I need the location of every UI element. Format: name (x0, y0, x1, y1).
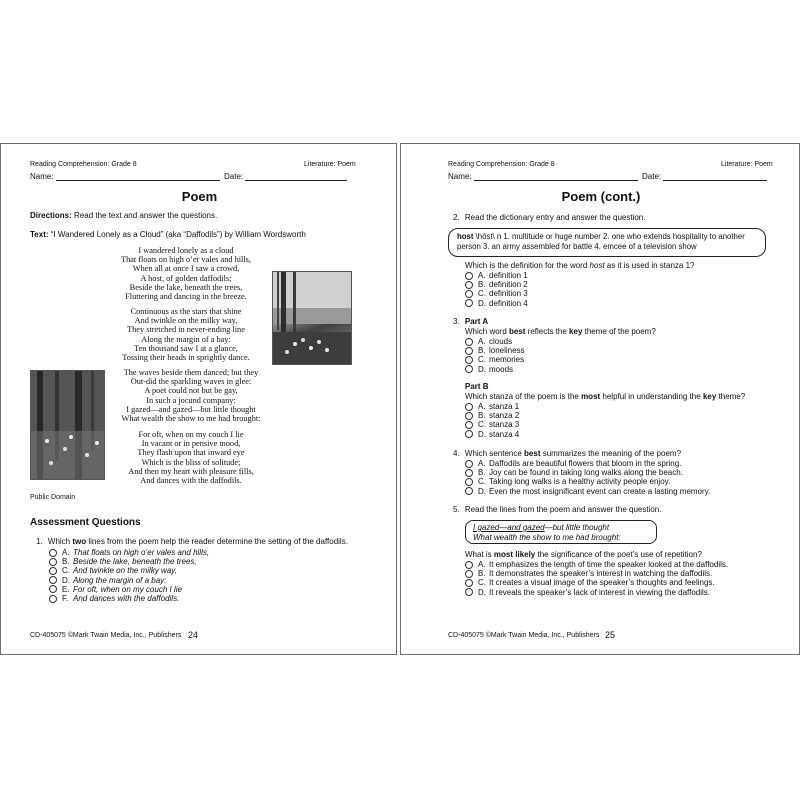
q4-bold: best (524, 449, 541, 458)
quote-underlined: I gazed—and gazed (473, 523, 545, 532)
option-text: That floats on high o’er vales and hills, (73, 548, 210, 557)
page-number: 25 (605, 630, 616, 640)
q1-post: lines from the poem help the reader determine the setting of the daffodils. (86, 537, 348, 546)
daffodils-lake-photo (272, 271, 352, 365)
date-label: Date: (642, 172, 662, 181)
part-a-label: Part A (464, 317, 489, 326)
option-c[interactable] (465, 578, 728, 587)
poem-line: Beside the lake, beneath the trees, (129, 282, 243, 292)
option-letter: C. (478, 355, 486, 365)
poem-line: Fluttering and dancing in the breeze. (125, 292, 247, 302)
poem-stanza-1 (106, 246, 266, 301)
option-text: memories (489, 355, 525, 365)
question-text (465, 449, 681, 458)
option-a[interactable] (465, 402, 519, 411)
part-a-bold-1: best (509, 327, 526, 336)
radio-button[interactable] (49, 585, 57, 593)
option-text: stanza 4 (489, 429, 520, 439)
radio-button[interactable] (465, 412, 473, 420)
part-b-label: Part B (465, 382, 489, 391)
left-page (0, 143, 397, 655)
poem-line: And then my heart with pleasure fills, (128, 466, 254, 476)
q5-bold: most likely (493, 550, 536, 559)
radio-button[interactable] (49, 567, 57, 575)
option-b[interactable] (49, 557, 209, 566)
part-b-post: theme? (716, 392, 746, 401)
header-left: Reading Comprehension: Grade 8 (30, 161, 137, 168)
option-letter: F. (62, 594, 69, 604)
q1-bold: two (72, 537, 87, 546)
text-value: “I Wandered Lonely as a Cloud” (aka “Daffodils”) by William Wordsworth (48, 230, 306, 239)
radio-button[interactable] (465, 570, 473, 578)
header-left: Reading Comprehension: Grade 8 (448, 161, 555, 168)
option-text: Along the margin of a bay: (73, 575, 167, 585)
option-text: It emphasizes the length of time the speaker looked at the daffodils. (489, 560, 729, 569)
part-a-options (465, 337, 525, 374)
option-d[interactable] (465, 430, 519, 439)
option-letter: A. (478, 271, 486, 280)
poem-line: They flash upon that inward eye (137, 448, 245, 458)
header-right: Literature: Poem (304, 161, 356, 168)
poem-line: In vacant or in pensive mood, (141, 439, 241, 449)
poem-line: In such a jocund company: (146, 395, 236, 405)
dictionary-line-1 (457, 232, 757, 242)
option-f[interactable] (49, 594, 209, 603)
part-a-pre: Which word (465, 327, 510, 336)
option-a[interactable] (465, 560, 728, 569)
dictionary-text: \hōst\ n 1. multitude or huge number 2. one who extends hospitality to another (473, 232, 745, 241)
question-number: 4. (453, 449, 460, 458)
radio-button[interactable] (49, 576, 57, 584)
radio-button[interactable] (465, 356, 473, 364)
option-letter: C. (478, 477, 486, 487)
option-a[interactable] (465, 337, 525, 346)
q5-post: the significance of the poet’s use of repetition? (535, 550, 702, 559)
part-b-options (465, 402, 519, 439)
poem-line: When all at once I saw a crowd, (132, 264, 240, 274)
option-d[interactable] (49, 576, 209, 585)
poem-line: And dances with the daffodils. (140, 476, 242, 486)
question-number: 1. (36, 537, 43, 546)
option-letter: C. (478, 578, 486, 588)
page-title: Poem (cont.) (561, 189, 641, 204)
question-prompt: Read the dictionary entry and answer the question. (464, 213, 646, 222)
option-a[interactable] (49, 548, 209, 557)
option-text: loneliness (489, 346, 525, 356)
option-letter: D. (478, 364, 486, 374)
poem-line: Which is the bliss of solitude; (141, 457, 241, 467)
question-3 (453, 317, 488, 327)
option-letter: D. (478, 298, 486, 308)
q5-question (465, 550, 702, 560)
option-text: And dances with the daffodils. (73, 594, 180, 604)
part-a-mid: reflects the (525, 327, 570, 336)
poem-line: Tossing their heads in sprightly dance. (122, 353, 250, 363)
poem-line: The waves beside them danced; but they (123, 368, 259, 377)
page-title: Poem (181, 189, 218, 204)
name-label: Name: (30, 172, 54, 181)
question-text (48, 537, 348, 546)
option-letter: B. (478, 411, 486, 421)
option-letter: E. (62, 584, 70, 594)
option-d[interactable] (465, 588, 728, 597)
part-b-bold-1: most (581, 392, 601, 401)
poem-stanza-4 (111, 430, 271, 485)
dictionary-line-2: person 3. an army assembled for battle 4. emcee of a television show (457, 242, 697, 251)
name-label: Name: (448, 172, 472, 181)
part-b-pre: Which stanza of the poem is the (465, 392, 582, 401)
q5-options (465, 560, 728, 597)
part-b (465, 382, 489, 392)
option-c[interactable] (465, 420, 519, 429)
directions-label: Directions: (30, 211, 72, 220)
question-2 (453, 213, 645, 223)
poem-line: For oft, when on my couch I lie (138, 430, 244, 439)
poem-line: Ten thousand saw I at a glance, (134, 343, 238, 353)
part-a-post: theme of the poem? (582, 327, 656, 336)
right-page (400, 143, 800, 655)
quote-rest: —but little thought (544, 523, 610, 532)
q2-post: as it is used in stanza 1? (604, 261, 695, 270)
q4-pre: Which sentence (464, 449, 525, 458)
directions-text: Read the text and answer the questions. (71, 211, 218, 220)
option-letter: B. (62, 557, 70, 567)
question-1 (36, 537, 348, 547)
part-a-bold-2: key (569, 327, 583, 336)
option-letter: C. (62, 566, 70, 576)
text-source-line (30, 230, 306, 240)
q5-pre: What is (465, 550, 494, 559)
radio-button[interactable] (465, 347, 473, 355)
option-letter: B. (478, 346, 486, 356)
radio-button[interactable] (465, 469, 473, 477)
option-text: It demonstrates the speaker’s interest in watching the daffodils. (489, 569, 713, 579)
question-4 (453, 449, 681, 459)
poem-line: A poet could not but be gay, (144, 386, 238, 396)
q1-options (49, 548, 209, 603)
dictionary-word: host (457, 232, 474, 241)
poem-line: And twinkle on the milky way, (134, 316, 238, 326)
radio-button[interactable] (465, 487, 473, 495)
option-text: Daffodils are beautiful flowers that bloom in the spring. (489, 459, 682, 468)
option-letter: A. (478, 337, 486, 346)
option-b[interactable] (465, 346, 525, 355)
option-letter: A. (478, 402, 486, 411)
poem-line: Continuous as the stars that shine (130, 307, 242, 316)
option-letter: D. (478, 429, 486, 439)
option-text: definition 2 (489, 280, 528, 290)
q2-word: host (589, 261, 605, 270)
radio-button[interactable] (465, 272, 473, 280)
name-field[interactable] (474, 172, 638, 181)
option-c[interactable] (49, 566, 209, 575)
option-letter: B. (478, 280, 486, 290)
part-b-question (465, 392, 745, 402)
dictionary-entry-box (448, 228, 766, 257)
text-label: Text: (30, 230, 49, 239)
poem-stanza-3 (111, 368, 271, 423)
section-title: Assessment Questions (30, 517, 141, 528)
part-b-mid: helpful in understanding the (600, 392, 703, 401)
option-letter: C. (478, 420, 486, 430)
question-number: 2. (453, 213, 460, 222)
page-number: 24 (188, 630, 199, 640)
option-a[interactable] (465, 271, 528, 280)
option-text: clouds (489, 337, 513, 346)
name-date-row (448, 172, 767, 181)
poem-quote-box (465, 520, 657, 544)
option-letter: C. (478, 289, 486, 299)
poem-line: They stretched in never-ending line (127, 325, 245, 335)
footer-publisher: CD-405075 ©Mark Twain Media, Inc., Publishers (448, 632, 600, 639)
option-text: stanza 1 (489, 402, 520, 411)
option-text: definition 3 (489, 289, 528, 299)
option-d[interactable] (465, 299, 528, 308)
radio-button[interactable] (465, 588, 473, 596)
radio-button[interactable] (465, 421, 473, 429)
name-date-row (30, 172, 347, 181)
poem-line: Along the margin of a bay: (141, 334, 231, 344)
option-b[interactable] (465, 280, 528, 289)
radio-button[interactable] (465, 478, 473, 486)
radio-button[interactable] (465, 460, 473, 468)
poem-line: What wealth the show to me had brought: (121, 414, 261, 424)
option-text: It reveals the speaker’s lack of interest in viewing the daffodils. (489, 587, 711, 597)
q2-pre: Which is the definition for the word (465, 261, 590, 270)
option-a[interactable] (465, 459, 710, 468)
directions (30, 211, 217, 221)
book-spread (0, 143, 800, 655)
option-text: It creates a visual image of the speaker’s thoughts and feelings. (489, 578, 715, 588)
option-c[interactable] (465, 355, 525, 364)
radio-button[interactable] (465, 403, 473, 411)
radio-button[interactable] (465, 561, 473, 569)
date-label: Date: (224, 172, 244, 181)
radio-button[interactable] (465, 579, 473, 587)
poem-stanza-2 (106, 307, 266, 362)
question-number: 5. (453, 505, 460, 514)
option-letter: B. (478, 468, 486, 478)
option-letter: B. (478, 569, 486, 579)
option-text: Beside the lake, beneath the trees, (73, 557, 197, 567)
radio-button[interactable] (465, 365, 473, 373)
quote-line-1 (473, 523, 649, 533)
q2-options (465, 271, 528, 308)
date-field[interactable] (663, 172, 767, 181)
quote-line-2: What wealth the show to me had brought: (473, 533, 621, 542)
q2-question (465, 261, 694, 271)
poem-line: A host, of golden daffodils; (140, 273, 232, 283)
option-text: moods (489, 364, 514, 374)
option-text: stanza 3 (489, 420, 520, 430)
option-b[interactable] (465, 468, 710, 477)
poem-line: That floats on high o’er vales and hills, (121, 255, 251, 265)
name-field[interactable] (56, 172, 220, 181)
part-b-bold-2: key (702, 392, 717, 401)
radio-button[interactable] (49, 549, 57, 557)
q4-options (465, 459, 710, 496)
poem-line: I gazed—and gazed—but little thought (126, 404, 256, 414)
option-letter: A. (62, 548, 70, 557)
radio-button[interactable] (465, 299, 473, 307)
question-5 (453, 505, 661, 515)
part-a-question (465, 327, 656, 337)
option-text: Taking long walks is a healthy activity people enjoy. (489, 477, 671, 487)
option-b[interactable] (465, 411, 519, 420)
date-field[interactable] (245, 172, 347, 181)
radio-button[interactable] (465, 338, 473, 346)
option-d[interactable] (465, 365, 525, 374)
option-letter: D. (478, 587, 486, 597)
option-text: stanza 2 (489, 411, 520, 421)
option-b[interactable] (465, 569, 728, 578)
option-d[interactable] (465, 487, 710, 496)
option-text: definition 1 (489, 271, 528, 280)
option-c[interactable] (465, 477, 710, 486)
source-note: Public Domain (30, 494, 76, 501)
poem-line: I wandered lonely as a cloud (138, 246, 234, 255)
option-letter: D. (62, 575, 70, 585)
question-number: 3. (453, 317, 460, 326)
option-e[interactable] (49, 585, 209, 594)
option-text: For oft, when on my couch I lie (73, 584, 182, 594)
option-text: definition 4 (489, 298, 528, 308)
header-right: Literature: Poem (721, 161, 773, 168)
option-text: Joy can be found in taking long walks along the beach. (489, 468, 683, 478)
q1-pre: Which (47, 537, 73, 546)
option-letter: A. (478, 459, 486, 468)
radio-button[interactable] (49, 558, 57, 566)
poem-line: Out-did the sparkling waves in glee: (130, 377, 252, 387)
q4-post: summarizes the meaning of the poem? (540, 449, 682, 458)
question-prompt: Read the lines from the poem and answer the question. (464, 505, 662, 514)
option-text: And twinkle on the milky way, (73, 566, 177, 576)
radio-button[interactable] (465, 430, 473, 438)
radio-button[interactable] (49, 595, 57, 603)
radio-button[interactable] (465, 290, 473, 298)
option-letter: D. (478, 486, 486, 496)
option-text: Even the most insignificant event can create a lasting memory. (489, 486, 711, 496)
option-c[interactable] (465, 289, 528, 298)
radio-button[interactable] (465, 281, 473, 289)
option-letter: A. (478, 560, 486, 569)
footer-publisher: CD-405075 ©Mark Twain Media, Inc., Publishers (30, 632, 182, 639)
daffodils-woods-photo (30, 370, 105, 480)
